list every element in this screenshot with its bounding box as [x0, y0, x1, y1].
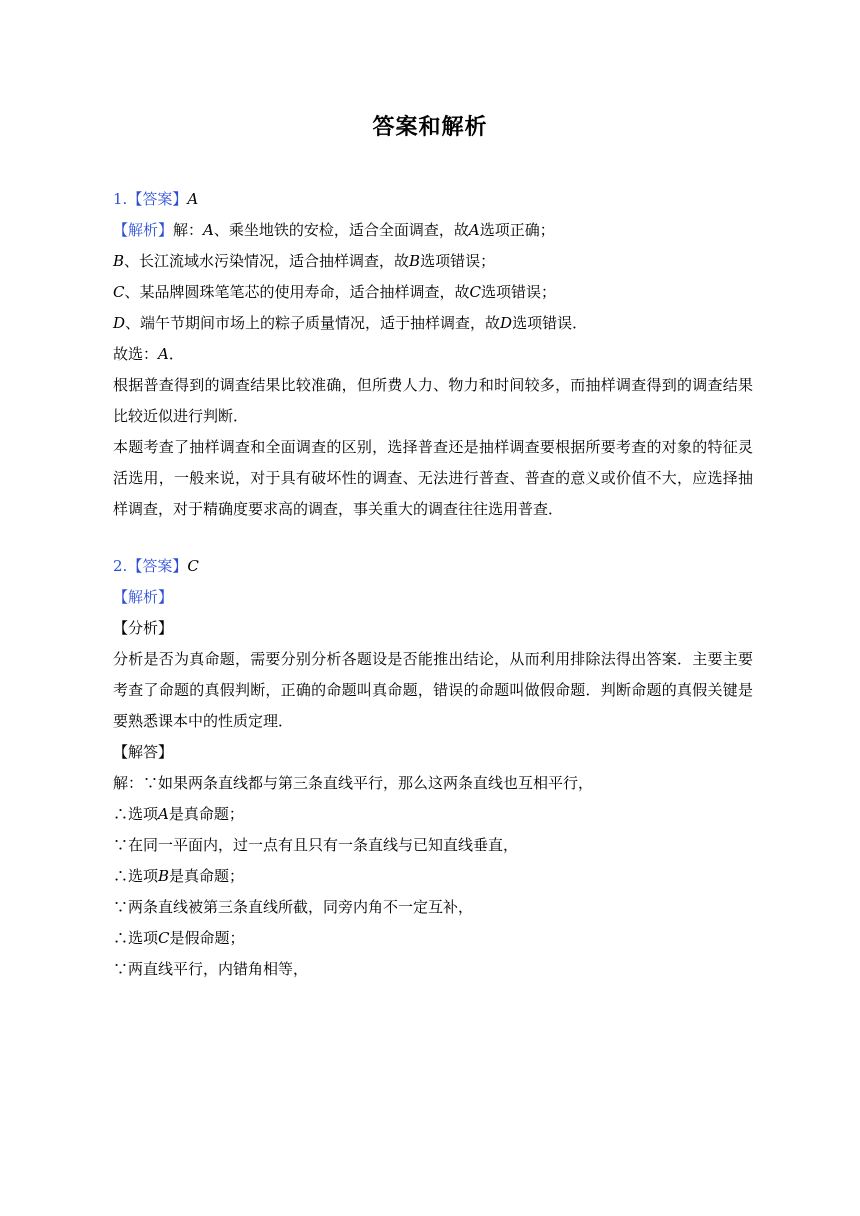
- q2-step-6-prefix: ∴选项: [113, 929, 159, 947]
- q1-answer-tag: 【答案】: [127, 190, 188, 208]
- q1-choose-option: A: [158, 345, 169, 363]
- q2-step-2-option: A: [158, 805, 169, 823]
- q1-line3-end: 选项错误；: [480, 283, 556, 301]
- q1-answer-line: [113, 184, 753, 215]
- q1-line3-option: C: [113, 283, 125, 301]
- q2-step-4-option: B: [158, 867, 170, 885]
- q1-line2: [113, 246, 753, 277]
- q1-line1-end: 选项正确；: [479, 221, 555, 239]
- q1-line3: [113, 277, 753, 308]
- q1-line2-end: 选项错误；: [420, 252, 496, 270]
- q2-step-4: [113, 861, 753, 892]
- q1-analysis-tag: 【解析】: [113, 221, 174, 239]
- q2-step-6-option: C: [158, 929, 170, 947]
- q1-line3-text: 、某品牌圆珠笔笔芯的使用寿命，适合抽样调查，故: [124, 283, 470, 301]
- q2-answer-line: [113, 551, 753, 582]
- q1-line4-end: 选项错误．: [512, 314, 588, 332]
- q1-line4-option-ref: D: [500, 314, 513, 332]
- q1-line1-option: A: [203, 221, 214, 239]
- q2-step-3: ∵在同一平面内，过一点有且只有一条直线与已知直线垂直，: [113, 836, 519, 854]
- q1-line4: [113, 308, 753, 339]
- q2-step-1: 解：∵如果两条直线都与第三条直线平行，那么这两条直线也互相平行，: [113, 774, 594, 792]
- q2-step-2-end: 是真命题；: [168, 805, 244, 823]
- answers-body: [113, 184, 753, 985]
- q2-step-2: [113, 799, 753, 830]
- q2-step-5: ∵两条直线被第三条直线所截，同旁内角不一定互补，: [113, 898, 474, 916]
- q2-step-6: [113, 923, 753, 954]
- q2-step-6-end: 是假命题；: [169, 929, 245, 947]
- q1-choose-prefix: 故选：: [113, 345, 159, 363]
- q2-step-2-prefix: ∴选项: [113, 805, 159, 823]
- q1-choose-end: ．: [168, 345, 184, 363]
- q2-answer-tag: 【答案】: [127, 557, 188, 575]
- q2-answer-value: C: [187, 557, 199, 575]
- q1-line1-text: 、乘坐地铁的安检，适合全面调查，故: [213, 221, 469, 239]
- q2-fenxi-tag: 【分析】: [113, 619, 174, 637]
- q1-line4-text: 、端午节期间市场上的粽子质量情况，适于抽样调查，故: [125, 314, 501, 332]
- q1-line1-prefix: 解：: [173, 221, 204, 239]
- q1-number: 1.: [113, 190, 128, 208]
- q1-line1-option-ref: A: [468, 221, 480, 239]
- q1-line2-text: 、长江流域水污染情况，适合抽样调查，故: [124, 252, 410, 270]
- q2-analysis-tag: 【解析】: [113, 588, 174, 606]
- q1-choose-line: [113, 339, 753, 370]
- q1-paragraph-summary: 本题考查了抽样调查和全面调查的区别，选择普查还是抽样调查要根据所要考查的对象的特征灵活选用，一般来说，对于具有破坏性的调查、无法进行普查、普查的意义或价值不大，应选择抽样调查，对于精确度要求高的调查，事关重大的调查往往选用普查．: [113, 438, 753, 518]
- q1-line2-option: B: [113, 252, 125, 270]
- q1-paragraph-reason: 根据普查得到的调查结果比较准确，但所费人力、物力和时间较多，而抽样调查得到的调查结果比较近似进行判断．: [113, 376, 753, 425]
- q1-line4-option: D: [113, 314, 126, 332]
- q1-line2-option-ref: B: [409, 252, 421, 270]
- q2-step-7: ∵两直线平行，内错角相等，: [113, 960, 309, 978]
- q2-fenxi-text: 分析是否为真命题，需要分别分析各题设是否能推出结论，从而利用排除法得出答案．主要主要考查了命题的真假判断，正确的命题叫真命题，错误的命题叫做假命题．判断命题的真假关键是要熟悉课本中的性质定理．: [113, 650, 753, 730]
- q1-line3-option-ref: C: [469, 283, 481, 301]
- q2-number: 2.: [113, 557, 128, 575]
- q1-answer-value: A: [187, 190, 199, 208]
- page-title: 答案和解析: [372, 115, 488, 140]
- q2-analysis-line: [113, 582, 753, 613]
- question-separator: [113, 525, 753, 551]
- q1-analysis-line: [113, 215, 753, 246]
- q2-jieda-tag: 【解答】: [113, 743, 174, 761]
- q2-step-4-prefix: ∴选项: [113, 867, 159, 885]
- q2-step-4-end: 是真命题；: [169, 867, 245, 885]
